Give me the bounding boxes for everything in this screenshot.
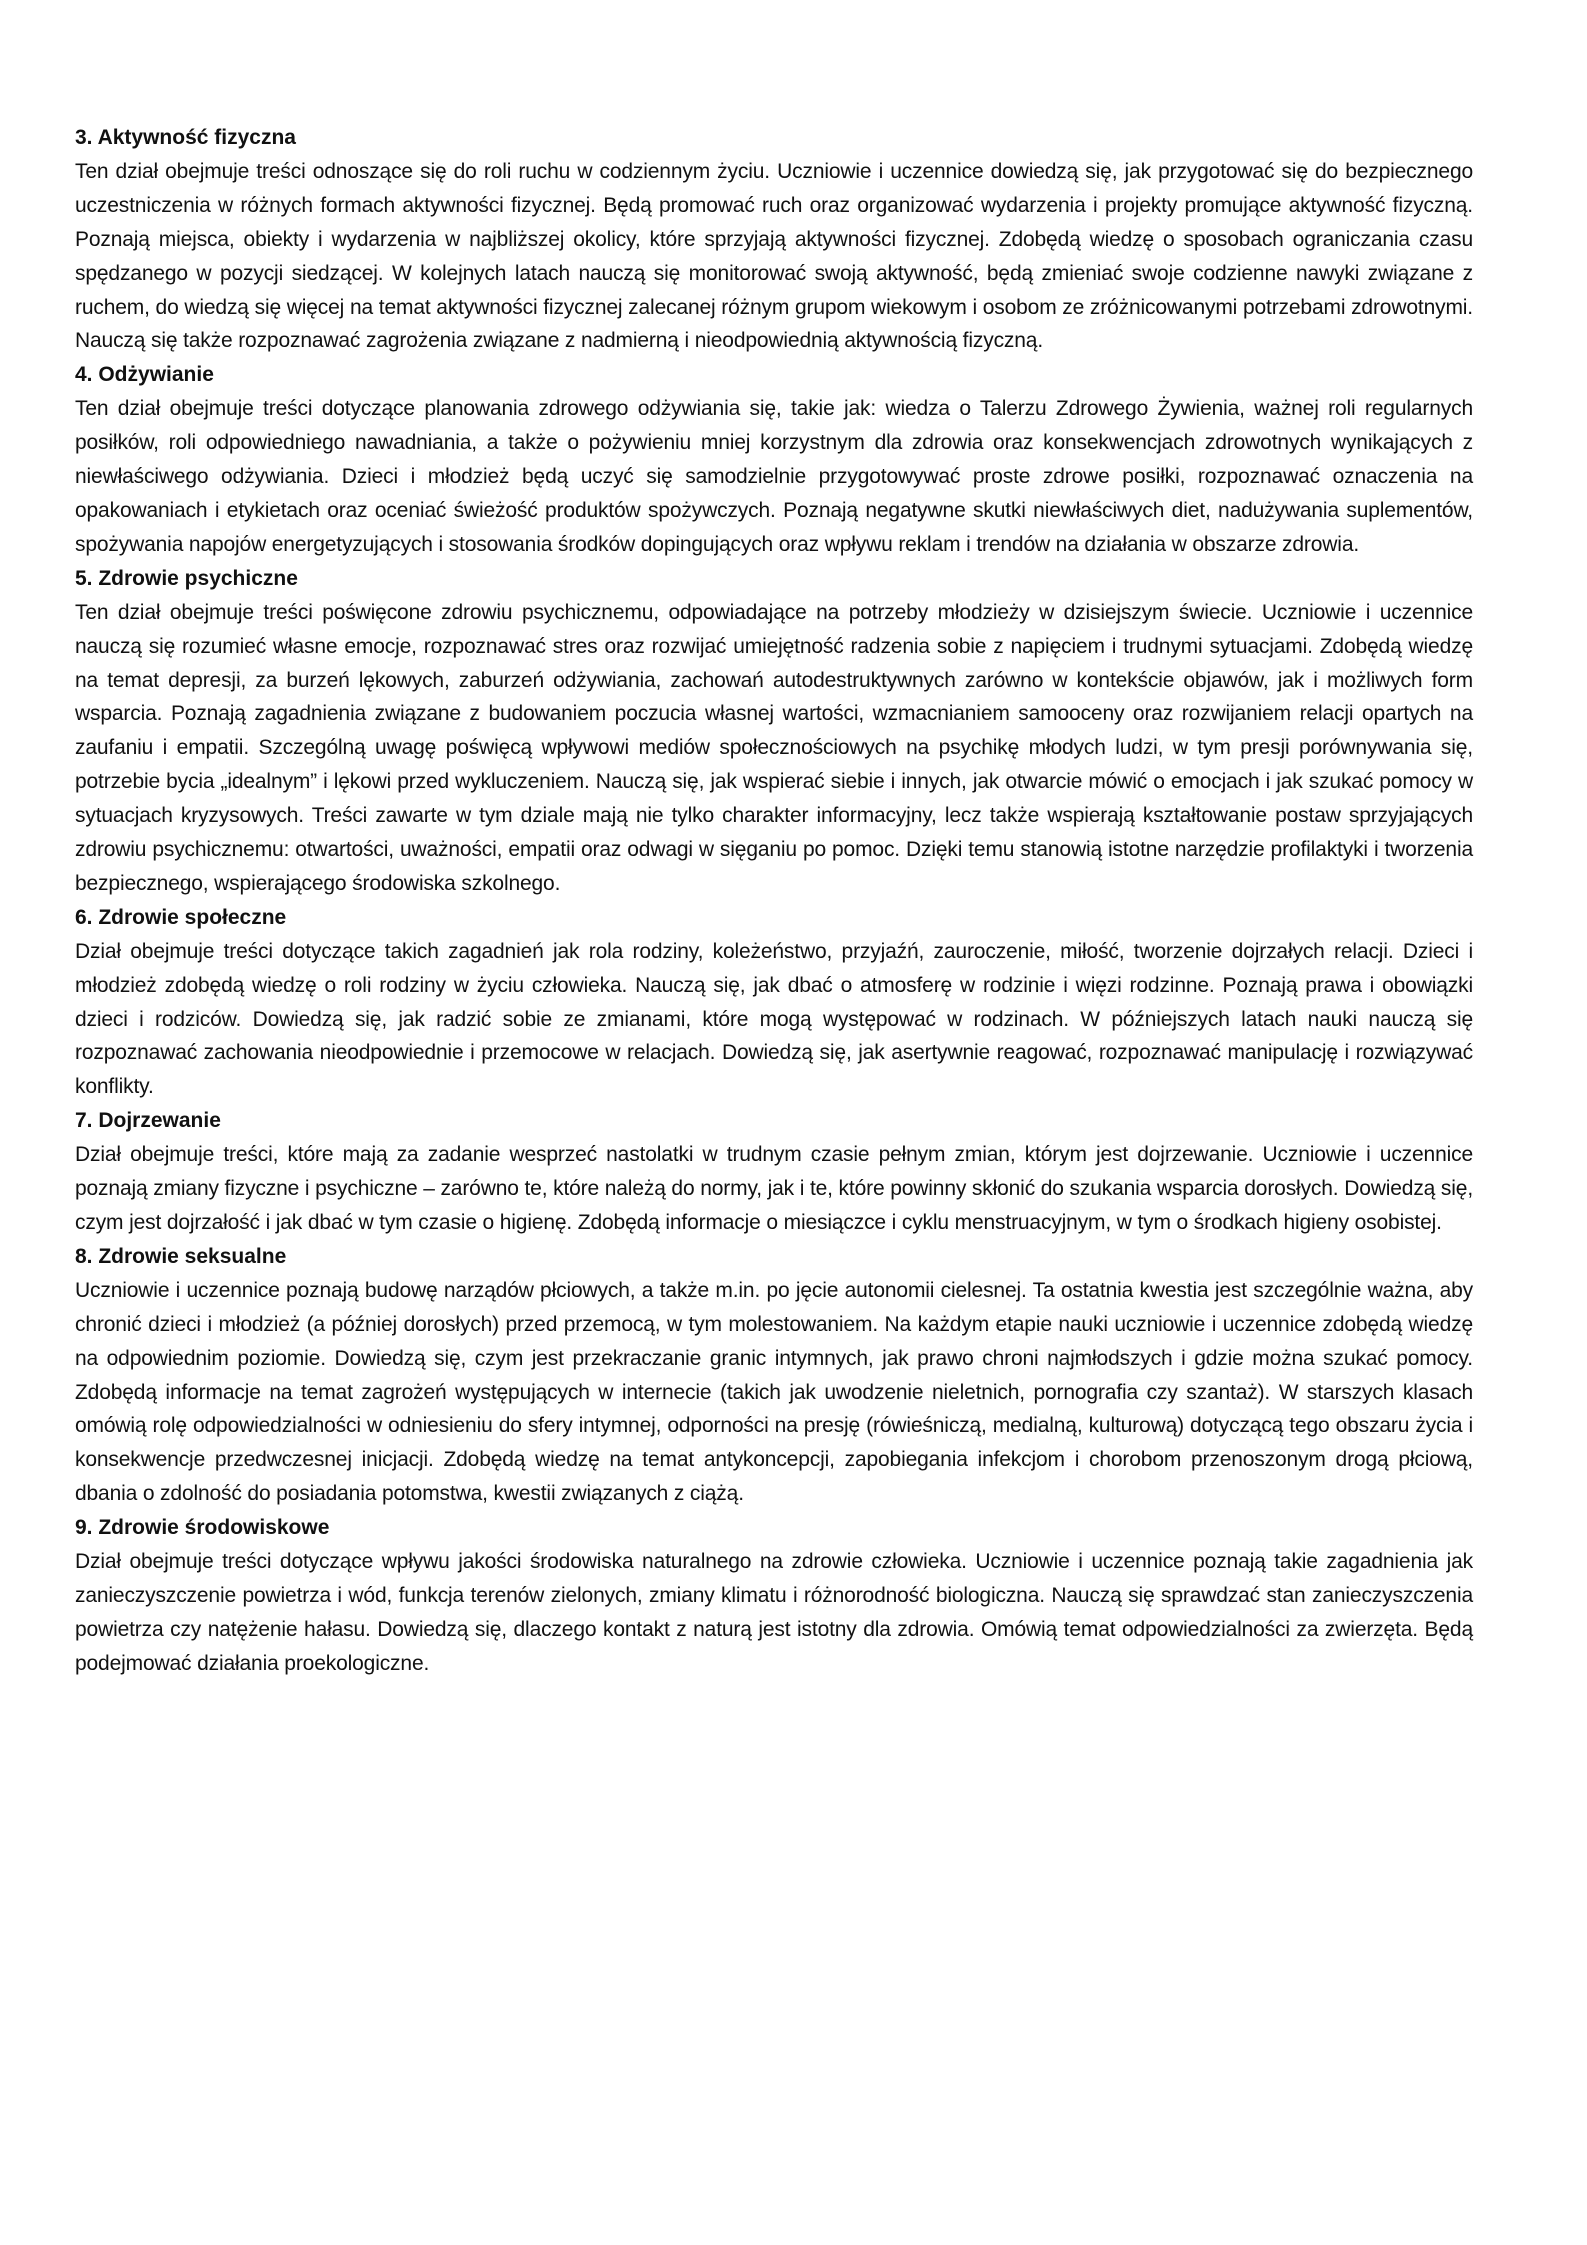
section-sexual-health: [75, 1240, 1473, 1511]
section-body: Dział obejmuje treści dotyczące takich zagadnień jak rola rodziny, koleżeństwo, przyjaźń, zauroczenie, miłość, tworzenie dojrzałych relacji. Dzieci i młodzież zdobędą wiedzę o roli rodziny w życiu człowieka. Nauczą się, jak dbać o atmosferę w rodzinie i więzi rodzinne. Poznają prawa i obowiązki dzieci i rodziców. Dowiedzą się, jak radzić sobie ze zmianami, które mogą występować w rodzinach. W późniejszych latach nauki nauczą się rozpoznawać zachowania nieodpowiednie i przemocowe w relacjach. Dowiedzą się, jak asertywnie reagować, rozpoznawać manipulację i rozwiązywać konflikty.: [75, 939, 1473, 1099]
section-body: Ten dział obejmuje treści poświęcone zdrowiu psychicznemu, odpowiadające na potrzeby młodzieży w dzisiejszym świecie. Uczniowie i uczennice nauczą się rozumieć własne emocje, rozpoznawać stres oraz rozwijać umiejętność radzenia sobie z napięciem i trudnymi sytuacjami. Zdobędą wiedzę na temat depresji, za burzeń lękowych, zaburzeń odżywiania, zachowań autodestruktywnych zarówno w kontekście objawów, jak i możliwych form wsparcia. Poznają zagadnienia związane z budowaniem poczucia własnej wartości, wzmacnianiem samooceny oraz rozwijaniem relacji opartych na zaufaniu i empatii. Szczególną uwagę poświęcą wpływowi mediów społecznościowych na psychikę młodych ludzi, w tym presji porównywania się, potrzebie bycia „idealnym” i lękowi przed wykluczeniem. Nauczą się, jak wspierać siebie i innych, jak otwarcie mówić o emocjach i jak szukać pomocy w sytuacjach kryzysowych. Treści zawarte w tym dziale mają nie tylko charakter informacyjny, lecz także wspierają kształtowanie postaw sprzyjających zdrowiu psychicznemu: otwartości, uważności, empatii oraz odwagi w sięganiu po pomoc. Dzięki temu stanowią istotne narzędzie profilaktyki i tworzenia bezpiecznego, wspierającego środowiska szkolnego.: [75, 600, 1473, 895]
section-body: Dział obejmuje treści dotyczące wpływu jakości środowiska naturalnego na zdrowie człowieka. Uczniowie i uczennice poznają takie zagadnienia jak zanieczyszczenie powietrza i wód, funkcja terenów zielonych, zmiany klimatu i różnorodność biologiczna. Nauczą się sprawdzać stan zanieczyszczenia powietrza czy natężenie hałasu. Dowiedzą się, dlaczego kontakt z naturą jest istotny dla zdrowia. Omówią temat odpowiedzialności za zwierzęta. Będą podejmować działania proekologiczne.: [75, 1550, 1473, 1675]
section-title: 7. Dojrzewanie: [75, 1109, 221, 1133]
section-physical-activity: [75, 121, 1473, 358]
section-puberty: [75, 1104, 1473, 1240]
section-title: 8. Zdrowie seksualne: [75, 1244, 287, 1268]
section-social-health: [75, 901, 1473, 1104]
section-body: Dział obejmuje treści, które mają za zadanie wesprzeć nastolatki w trudnym czasie pełnym zmian, którym jest dojrzewanie. Uczniowie i uczennice poznają zmiany fizyczne i psychiczne – zarówno te, które należą do normy, jak i te, które powinny skłonić do szukania wsparcia dorosłych. Dowiedzą się, czym jest dojrzałość i jak dbać w tym czasie o higienę. Zdobędą informacje o miesiączce i cyklu menstruacyjnym, w tym o środkach higieny osobistej.: [75, 1143, 1473, 1234]
section-body: Ten dział obejmuje treści odnoszące się do roli ruchu w codziennym życiu. Uczniowie i uczennice dowiedzą się, jak przygotować się do bezpiecznego uczestniczenia w różnych formach aktywności fizycznej. Będą promować ruch oraz organizować wydarzenia i projekty promujące aktywność fizyczną. Poznają miejsca, obiekty i wydarzenia w najbliższej okolicy, które sprzyjają aktywności fizycznej. Zdobędą wiedzę o sposobach ograniczania czasu spędzanego w pozycji siedzącej. W kolejnych latach nauczą się monitorować swoją aktywność, będą zmieniać swoje codzienne nawyki związane z ruchem, do wiedzą się więcej na temat aktywności fizycznej zalecanej różnym grupom wiekowym i osobom ze zróżnicowanymi potrzebami zdrowotnymi. Nauczą się także rozpoznawać zagrożenia związane z nadmierną i nieodpowiednią aktywnością fizyczną.: [75, 159, 1473, 353]
document-page: [75, 121, 1473, 1681]
section-title: 6. Zdrowie społeczne: [75, 905, 287, 929]
section-title: 3. Aktywność fizyczna: [75, 126, 296, 149]
section-body: Uczniowie i uczennice poznają budowę narządów płciowych, a także m.in. po jęcie autonomii cielesnej. Ta ostatnia kwestia jest szczególnie ważna, aby chronić dzieci i młodzież (a później dorosłych) przed przemocą, w tym molestowaniem. Na każdym etapie nauki uczniowie i uczennice zdobędą wiedzę na odpowiednim poziomie. Dowiedzą się, czym jest przekraczanie granic intymnych, jak prawo chroni najmłodszych i gdzie można szukać pomocy. Zdobędą informacje na temat zagrożeń występujących w internecie (takich jak uwodzenie nieletnich, pornografia czy szantaż). W starszych klasach omówią rolę odpowiedzialności w odniesieniu do sfery intymnej, odporności na presję (rówieśniczą, medialną, kulturową) dotyczącą tego obszaru życia i konsekwencje przedwczesnej inicjacji. Zdobędą wiedzę na temat antykoncepcji, zapobiegania infekcjom i chorobom przenoszonym drogą płciową, dbania o zdolność do posiadania potomstwa, kwestii związanych z ciążą.: [75, 1278, 1473, 1506]
section-nutrition: [75, 358, 1473, 561]
section-title: 9. Zdrowie środowiskowe: [75, 1516, 330, 1540]
section-mental-health: [75, 562, 1473, 901]
section-body: Ten dział obejmuje treści dotyczące planowania zdrowego odżywiania się, takie jak: wiedza o Talerzu Zdrowego Żywienia, ważnej roli regularnych posiłków, roli odpowiedniego nawadniania, a także o pożywieniu mniej korzystnym dla zdrowia oraz konsekwencjach zdrowotnych wynikających z niewłaściwego odżywiania. Dzieci i młodzież będą uczyć się samodzielnie przygotowywać proste zdrowe posiłki, rozpoznawać oznaczenia na opakowaniach i etykietach oraz oceniać świeżość produktów spożywczych. Poznają negatywne skutki niewłaściwych diet, nadużywania suplementów, spożywania napojów energetyzujących i stosowania środków dopingujących oraz wpływu reklam i trendów na działania w obszarze zdrowia.: [75, 397, 1473, 556]
section-title: 5. Zdrowie psychiczne: [75, 566, 298, 590]
section-environmental-health: [75, 1511, 1473, 1681]
section-title: 4. Odżywianie: [75, 363, 214, 387]
